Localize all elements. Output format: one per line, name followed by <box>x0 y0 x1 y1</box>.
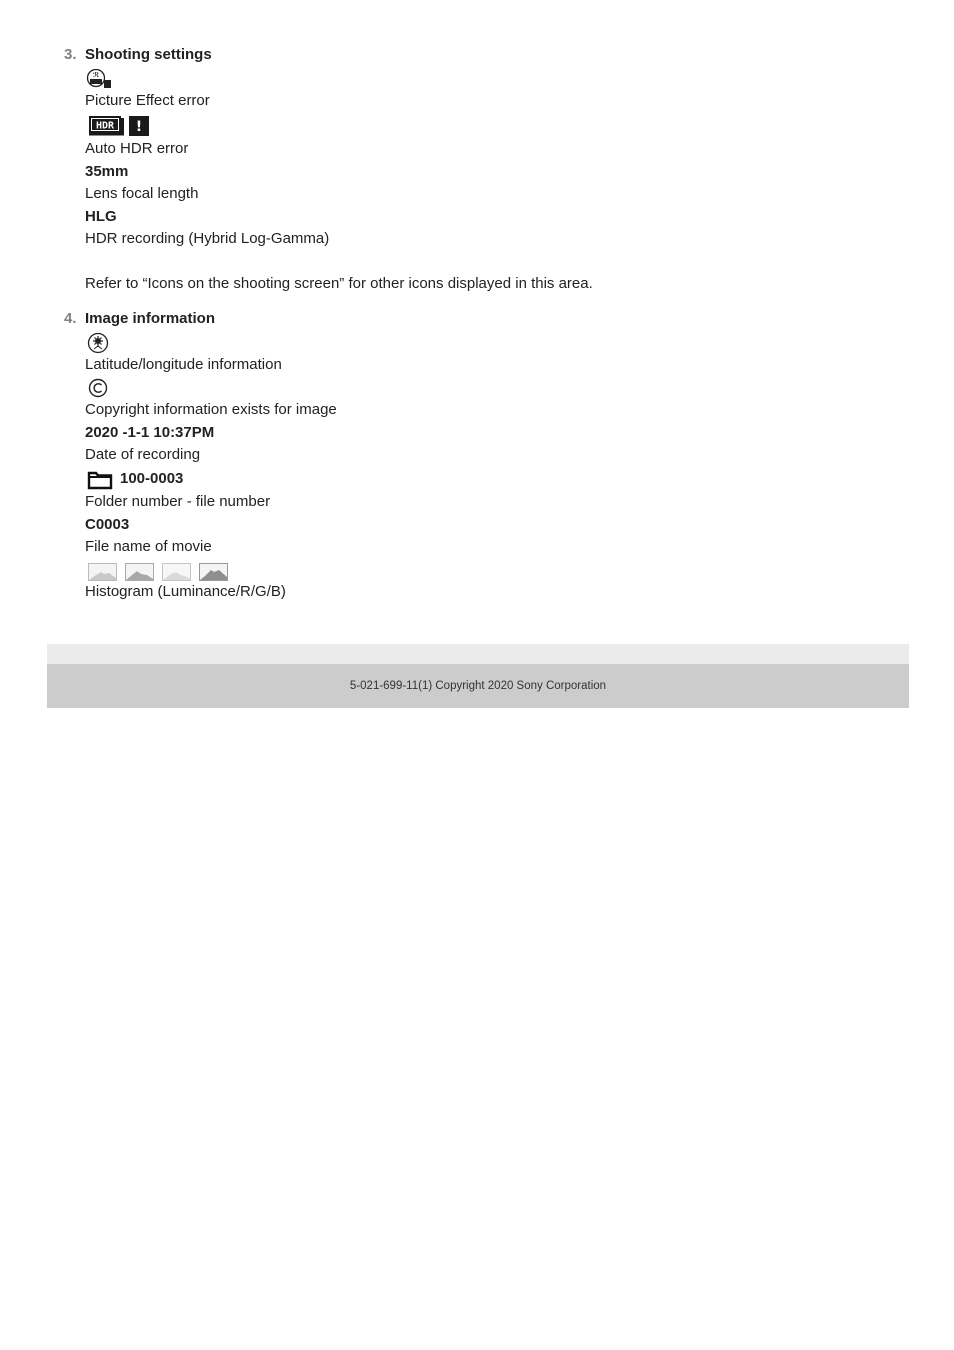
item-desc: HDR recording (Hybrid Log-Gamma) <box>85 230 330 247</box>
item-desc: Lens focal length <box>85 185 199 202</box>
histogram-icons <box>85 559 904 581</box>
item-desc: Date of recording <box>85 446 201 463</box>
item-term: 2020 -1-1 10:37PM <box>85 424 215 441</box>
section-title: Shooting settings <box>85 46 212 63</box>
svg-text:HDR: HDR <box>95 120 115 131</box>
item-term: C0003 <box>85 516 130 533</box>
section-number: 4. <box>64 310 77 327</box>
svg-text:ℛ: ℛ <box>92 71 100 79</box>
gps-icon <box>85 332 904 354</box>
item-desc: File name of movie <box>85 538 212 555</box>
histogram-b-icon <box>199 563 228 581</box>
item-desc: Picture Effect error <box>85 92 210 109</box>
picture-effect-error-icon <box>85 68 904 90</box>
item-desc: Histogram (Luminance/R/G/B) <box>85 583 286 600</box>
auto-hdr-error-icon <box>85 113 904 138</box>
section-title: Image information <box>85 310 216 327</box>
item-desc: Folder number - file number <box>85 493 271 510</box>
copyright-icon <box>85 377 904 399</box>
item-desc: Auto HDR error <box>85 140 189 157</box>
section-header <box>64 310 904 332</box>
section-header <box>64 46 904 68</box>
svg-text:!: ! <box>135 118 143 135</box>
histogram-luminance-icon <box>88 563 117 581</box>
histogram-g-icon <box>162 563 191 581</box>
section-number: 3. <box>64 46 77 63</box>
item-term: HLG <box>85 208 117 225</box>
section-image-information <box>64 310 904 604</box>
histogram-r-icon <box>125 563 154 581</box>
item-term: 100-0003 <box>120 470 184 487</box>
footer-spacer <box>47 644 909 664</box>
section-note: Refer to “Icons on the shooting screen” for other icons displayed in this area. <box>85 275 593 292</box>
item-desc: Latitude/longitude information <box>85 356 282 373</box>
folder-file-row <box>85 467 904 491</box>
footer <box>47 664 909 708</box>
copyright-text: 5-021-699-11(1) Copyright 2020 Sony Corporation <box>349 680 607 692</box>
item-desc: Copyright information exists for image <box>85 401 337 418</box>
section-shooting-settings <box>64 46 904 295</box>
folder-icon <box>85 468 114 490</box>
item-term: 35mm <box>85 163 129 180</box>
